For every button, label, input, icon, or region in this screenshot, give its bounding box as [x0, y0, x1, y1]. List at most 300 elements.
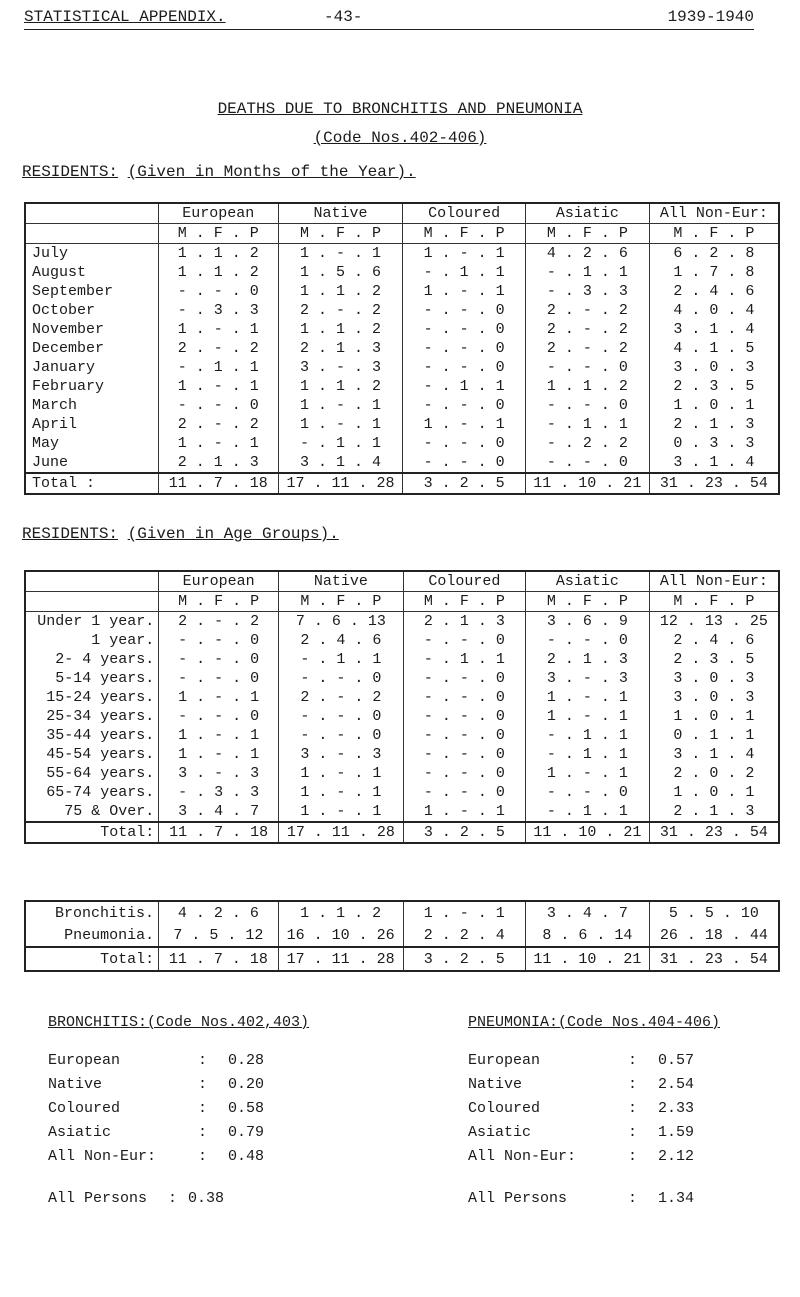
- rate-row: [48, 1100, 388, 1124]
- pneumonia-heading: PNEUMONIA:(Code Nos.404-406): [468, 1014, 721, 1031]
- table-cell: 11 . 10 . 21: [525, 473, 649, 494]
- table-cell: 2 . 0 . 2: [649, 764, 779, 783]
- rate-row: [48, 1076, 388, 1100]
- table-cell: - . - . 0: [403, 764, 525, 783]
- row-label: Total:: [25, 822, 159, 843]
- table-cell: 0 . 1 . 1: [649, 726, 779, 745]
- section-ages-heading: [22, 525, 339, 543]
- table-cell: 2 . 1 . 3: [526, 650, 650, 669]
- residents-label: RESIDENTS:: [22, 163, 119, 181]
- table-cell: - . 1 . 1: [278, 650, 403, 669]
- table-cell: 1 . 0 . 1: [649, 707, 779, 726]
- table-row: [25, 453, 779, 473]
- table-cell: - . 1 . 1: [526, 745, 650, 764]
- group-header: Asiatic: [525, 203, 649, 224]
- rate-colon: :: [198, 1100, 208, 1117]
- spacer: [468, 1038, 798, 1052]
- rate-colon: :: [198, 1076, 208, 1093]
- subheader: M . F . P: [159, 592, 279, 612]
- rate-colon: :: [628, 1148, 638, 1165]
- rate-colon: :: [628, 1190, 638, 1207]
- table-cell: 11 . 7 . 18: [159, 947, 279, 971]
- table-row: [25, 377, 779, 396]
- table-cell: 2 . - . 2: [278, 301, 403, 320]
- rate-name: European: [48, 1052, 121, 1069]
- table-cell: - . - . 0: [159, 650, 279, 669]
- group-header: Coloured: [403, 203, 525, 224]
- table-cell: 4 . 2 . 6: [159, 901, 279, 924]
- rate-colon: :: [628, 1052, 638, 1069]
- table-cell: - . - . 0: [403, 320, 525, 339]
- row-label: Pneumonia.: [64, 926, 155, 944]
- rate-value: 0.48: [228, 1148, 265, 1165]
- row-label: 35-44 years.: [46, 727, 155, 744]
- table-cell: 17 . 11 . 28: [278, 947, 403, 971]
- page-number: -43-: [324, 8, 363, 26]
- table-cell: - . - . 0: [403, 745, 525, 764]
- table-row: [25, 358, 779, 377]
- total-row: [25, 947, 779, 971]
- table-cell: - . 1 . 1: [403, 263, 525, 282]
- table-cell: 3 . - . 3: [526, 669, 650, 688]
- table-cell: - . 1 . 1: [525, 415, 649, 434]
- table-row: [25, 631, 779, 650]
- rate-value: 1.59: [658, 1124, 695, 1141]
- rate-row: [468, 1148, 798, 1172]
- rate-colon: :: [198, 1148, 208, 1165]
- subheader: M . F . P: [403, 224, 525, 244]
- appendix-title: STATISTICAL APPENDIX.: [24, 8, 226, 26]
- rate-row-all: [468, 1190, 798, 1214]
- table-cell: 3 . 1 . 4: [649, 320, 779, 339]
- rate-name: Coloured: [468, 1100, 541, 1117]
- rate-colon: :: [628, 1100, 638, 1117]
- subheader: M . F . P: [525, 224, 649, 244]
- table-cell: - . - . 0: [403, 434, 525, 453]
- table-row: [25, 396, 779, 415]
- table-cell: - . - . 0: [525, 453, 649, 473]
- rate-name: All Persons: [468, 1190, 568, 1207]
- rate-row: [48, 1052, 388, 1076]
- table-cell: - . - . 0: [278, 707, 403, 726]
- table-cell: 2 . 1 . 3: [278, 339, 403, 358]
- table-cell: 3 . 2 . 5: [403, 822, 525, 843]
- table-cell: 3 . 6 . 9: [526, 612, 650, 632]
- header-rule: [24, 29, 754, 30]
- table-cell: 2 . 3 . 5: [649, 650, 779, 669]
- rate-row: [468, 1052, 798, 1076]
- table-row: [25, 301, 779, 320]
- table-cell: - . - . 0: [278, 726, 403, 745]
- table-cell: - . - . 0: [159, 631, 279, 650]
- group-header: All Non-Eur:: [649, 203, 779, 224]
- total-row: [25, 473, 779, 494]
- table-row: [25, 263, 779, 282]
- subheader-row: [25, 592, 779, 612]
- table-cell: 11 . 10 . 21: [526, 822, 650, 843]
- rate-name: Native: [468, 1076, 523, 1093]
- table-cell: 3 . 1 . 4: [278, 453, 403, 473]
- pneumonia-rates: [468, 1014, 798, 1214]
- table-cell: 3 . 1 . 4: [649, 745, 779, 764]
- rate-name: All Non-Eur:: [48, 1148, 157, 1165]
- table-cell: 0 . 3 . 3: [649, 434, 779, 453]
- rate-name: All Non-Eur:: [468, 1148, 577, 1165]
- table-cell: 1 . - . 1: [403, 244, 525, 264]
- rate-row: [468, 1124, 798, 1148]
- table-cell: 12 . 13 . 25: [649, 612, 779, 632]
- table-cell: 7 . 5 . 12: [159, 924, 279, 947]
- row-label: Bronchitis.: [55, 904, 155, 922]
- spacer: [48, 1172, 388, 1190]
- group-header: Native: [278, 203, 403, 224]
- table-row: [25, 650, 779, 669]
- rate-colon: :: [628, 1124, 638, 1141]
- row-label: Total :: [25, 473, 158, 494]
- table-cell: 3 . 2 . 5: [403, 947, 525, 971]
- subheader: M . F . P: [649, 592, 779, 612]
- table-cell: 2 . 4 . 6: [278, 631, 403, 650]
- table-cell: 4 . 0 . 4: [649, 301, 779, 320]
- table-cell: - . - . 0: [526, 631, 650, 650]
- table-row: [25, 320, 779, 339]
- table-cell: 1 . 7 . 8: [649, 263, 779, 282]
- table-cell: - . 1 . 1: [278, 434, 403, 453]
- table-cell: 1 . 1 . 2: [278, 320, 403, 339]
- table-cell: - . 3 . 3: [159, 783, 279, 802]
- rate-row: [48, 1124, 388, 1148]
- table-cell: 2 . 4 . 6: [649, 282, 779, 301]
- table-cell: 6 . 2 . 8: [649, 244, 779, 264]
- table-cell: 2 . - . 2: [158, 339, 278, 358]
- table-cell: 3 . 0 . 3: [649, 688, 779, 707]
- table-cell: 3 . - . 3: [278, 358, 403, 377]
- corner-cell: [25, 571, 159, 592]
- rate-value: 0.20: [228, 1076, 265, 1093]
- age-groups-table: [24, 570, 780, 844]
- row-label: November: [32, 321, 105, 338]
- rate-row: [48, 1148, 388, 1172]
- disease-body: [25, 901, 779, 971]
- subheader: M . F . P: [526, 592, 650, 612]
- group-header: Asiatic: [526, 571, 650, 592]
- table-row: [25, 669, 779, 688]
- corner-cell: [25, 592, 159, 612]
- row-label: 25-34 years.: [46, 708, 155, 725]
- table-cell: 2 . - . 2: [525, 339, 649, 358]
- table-cell: - . - . 0: [278, 669, 403, 688]
- table-cell: 2 . 1 . 3: [649, 415, 779, 434]
- row-label: 65-74 years.: [46, 784, 155, 801]
- table-cell: - . 1 . 1: [525, 263, 649, 282]
- table-cell: 1 . - . 1: [159, 745, 279, 764]
- rate-name: Asiatic: [48, 1124, 112, 1141]
- rate-row: [468, 1076, 798, 1100]
- table-cell: - . 1 . 1: [158, 358, 278, 377]
- table-cell: 1 . - . 1: [278, 244, 403, 264]
- rate-value: 0.79: [228, 1124, 265, 1141]
- row-label: Under 1 year.: [37, 613, 155, 630]
- table-cell: - . 3 . 3: [158, 301, 278, 320]
- row-label: June: [32, 454, 69, 471]
- table-cell: 1 . - . 1: [403, 415, 525, 434]
- table-row: [25, 244, 779, 264]
- rate-colon: :: [628, 1076, 638, 1093]
- row-label: May: [32, 435, 60, 452]
- bronchitis-rate-list: [48, 1052, 388, 1172]
- rate-name: Coloured: [48, 1100, 121, 1117]
- table-cell: 2 . - . 2: [158, 415, 278, 434]
- section-months-heading: [22, 163, 416, 181]
- subheader: M . F . P: [278, 224, 403, 244]
- table-cell: - . 1 . 1: [526, 726, 650, 745]
- group-header-row: [25, 203, 779, 224]
- table-cell: 31 . 23 . 54: [649, 947, 779, 971]
- table-cell: 1 . 0 . 1: [649, 396, 779, 415]
- table-cell: 2 . 3 . 5: [649, 377, 779, 396]
- table-cell: 1 . - . 1: [278, 396, 403, 415]
- table-cell: 1 . 1 . 2: [158, 244, 278, 264]
- table-cell: 1 . 5 . 6: [278, 263, 403, 282]
- pneumonia-rate-list: [468, 1052, 798, 1172]
- table-cell: - . - . 0: [158, 282, 278, 301]
- table-cell: 1 . - . 1: [403, 802, 525, 822]
- table-cell: 1 . - . 1: [526, 707, 650, 726]
- rate-value: 1.34: [658, 1190, 695, 1207]
- rate-colon: :: [198, 1124, 208, 1141]
- corner-cell: [25, 224, 158, 244]
- table-row: [25, 339, 779, 358]
- rate-value: 0.28: [228, 1052, 265, 1069]
- table-cell: - . - . 0: [403, 783, 525, 802]
- row-label: July: [32, 245, 69, 262]
- table-cell: 17 . 11 . 28: [278, 822, 403, 843]
- row-label: 45-54 years.: [46, 746, 155, 763]
- rate-row-all: [48, 1190, 388, 1214]
- rate-value: 2.33: [658, 1100, 695, 1117]
- table-cell: - . 3 . 3: [525, 282, 649, 301]
- table-cell: 3 . 1 . 4: [649, 453, 779, 473]
- table-cell: 31 . 23 . 54: [649, 473, 779, 494]
- table-cell: 11 . 10 . 21: [525, 947, 649, 971]
- table-cell: - . 1 . 1: [403, 650, 525, 669]
- table-cell: 1 . 1 . 2: [278, 377, 403, 396]
- row-label: 75 & Over.: [64, 803, 155, 820]
- table-cell: 1 . - . 1: [278, 802, 403, 822]
- page-title: DEATHS DUE TO BRONCHITIS AND PNEUMONIA: [217, 100, 583, 118]
- subheader-row: [25, 224, 779, 244]
- row-label: 15-24 years.: [46, 689, 155, 706]
- table-cell: 3 . - . 3: [278, 745, 403, 764]
- group-header-row: [25, 571, 779, 592]
- table-cell: - . 1 . 1: [403, 377, 525, 396]
- table-cell: - . - . 0: [158, 396, 278, 415]
- table-row: [25, 802, 779, 822]
- table-cell: 2 . 1 . 3: [403, 612, 525, 632]
- row-label: October: [32, 302, 96, 319]
- group-header: Coloured: [403, 571, 525, 592]
- group-header: European: [159, 571, 279, 592]
- row-label: January: [32, 359, 96, 376]
- table-cell: 3 . 0 . 3: [649, 669, 779, 688]
- rate-name: Asiatic: [468, 1124, 532, 1141]
- table-row: [25, 612, 779, 632]
- rate-row: [468, 1100, 798, 1124]
- rate-name: European: [468, 1052, 541, 1069]
- subheader: M . F . P: [278, 592, 403, 612]
- rate-value: 0.57: [658, 1052, 695, 1069]
- table-row: [25, 745, 779, 764]
- table-cell: 16 . 10 . 26: [278, 924, 403, 947]
- table-row: [25, 282, 779, 301]
- table-cell: 1 . 1 . 2: [525, 377, 649, 396]
- table-cell: 1 . - . 1: [159, 726, 279, 745]
- rate-name: Native: [48, 1076, 103, 1093]
- table-cell: - . - . 0: [403, 707, 525, 726]
- months-body: [25, 244, 779, 495]
- row-label: August: [32, 264, 87, 281]
- residents-label: RESIDENTS:: [22, 525, 119, 543]
- table-cell: 7 . 6 . 13: [278, 612, 403, 632]
- table-cell: 31 . 23 . 54: [649, 822, 779, 843]
- group-header: All Non-Eur:: [649, 571, 779, 592]
- subheader: M . F . P: [403, 592, 525, 612]
- table-cell: - . - . 0: [526, 783, 650, 802]
- row-label: March: [32, 397, 78, 414]
- table-cell: 2 . - . 2: [525, 301, 649, 320]
- subheader: M . F . P: [158, 224, 278, 244]
- table-cell: - . - . 0: [159, 669, 279, 688]
- table-cell: 3 . - . 3: [159, 764, 279, 783]
- row-label: 1 year.: [91, 632, 155, 649]
- spacer: [468, 1172, 798, 1190]
- table-row: [25, 924, 779, 947]
- year-range: 1939-1940: [667, 8, 754, 26]
- total-row: [25, 822, 779, 843]
- group-header: Native: [278, 571, 403, 592]
- table-cell: 1 . 1 . 2: [158, 263, 278, 282]
- spacer: [48, 1038, 388, 1052]
- table-row: [25, 783, 779, 802]
- table-row: [25, 434, 779, 453]
- table-cell: 1 . - . 1: [526, 764, 650, 783]
- table-cell: 1 . - . 1: [403, 901, 525, 924]
- table-cell: 1 . 1 . 2: [278, 282, 403, 301]
- row-label: April: [32, 416, 78, 433]
- rate-name: All Persons: [48, 1190, 148, 1207]
- table-cell: - . - . 0: [159, 707, 279, 726]
- table-cell: 17 . 11 . 28: [278, 473, 403, 494]
- months-table: [24, 202, 780, 495]
- table-cell: 4 . 1 . 5: [649, 339, 779, 358]
- table-cell: 2 . - . 2: [278, 688, 403, 707]
- table-cell: 1 . - . 1: [278, 783, 403, 802]
- table-cell: 3 . 4 . 7: [159, 802, 279, 822]
- table-cell: 11 . 7 . 18: [159, 822, 279, 843]
- code-range: (Code Nos.402-406): [313, 129, 487, 147]
- row-label: 5-14 years.: [55, 670, 155, 687]
- table-cell: 1 . - . 1: [158, 434, 278, 453]
- table-cell: 2 . - . 2: [159, 612, 279, 632]
- table-cell: 1 . - . 1: [278, 415, 403, 434]
- table-cell: - . - . 0: [403, 669, 525, 688]
- table-cell: 3 . 0 . 3: [649, 358, 779, 377]
- subheader: M . F . P: [649, 224, 779, 244]
- table-cell: - . 2 . 2: [525, 434, 649, 453]
- bronchitis-heading: BRONCHITIS:(Code Nos.402,403): [48, 1014, 310, 1031]
- rate-value: 0.38: [188, 1190, 225, 1207]
- group-header: European: [158, 203, 278, 224]
- section-detail: (Given in Age Groups).: [127, 525, 339, 543]
- table-cell: - . - . 0: [403, 688, 525, 707]
- table-cell: - . - . 0: [403, 358, 525, 377]
- table-row: [25, 726, 779, 745]
- row-label: December: [32, 340, 105, 357]
- table-cell: - . - . 0: [525, 358, 649, 377]
- table-cell: 1 . - . 1: [278, 764, 403, 783]
- table-cell: - . - . 0: [403, 453, 525, 473]
- row-label: 55-64 years.: [46, 765, 155, 782]
- table-cell: 1 . - . 1: [526, 688, 650, 707]
- table-cell: 2 . 1 . 3: [158, 453, 278, 473]
- table-cell: 2 . 2 . 4: [403, 924, 525, 947]
- table-row: [25, 688, 779, 707]
- age-groups-body: [25, 612, 779, 844]
- row-label: February: [32, 378, 105, 395]
- table-cell: 1 . - . 1: [159, 688, 279, 707]
- table-cell: - . 1 . 1: [526, 802, 650, 822]
- rate-colon: :: [168, 1190, 178, 1207]
- table-cell: - . - . 0: [403, 339, 525, 358]
- table-cell: - . - . 0: [403, 301, 525, 320]
- table-cell: - . - . 0: [403, 396, 525, 415]
- table-cell: 26 . 18 . 44: [649, 924, 779, 947]
- rate-value: 2.54: [658, 1076, 695, 1093]
- table-cell: 11 . 7 . 18: [158, 473, 278, 494]
- table-cell: 2 . 4 . 6: [649, 631, 779, 650]
- section-detail: (Given in Months of the Year).: [127, 163, 416, 181]
- table-cell: 3 . 4 . 7: [525, 901, 649, 924]
- table-row: [25, 415, 779, 434]
- table-cell: 2 . 1 . 3: [649, 802, 779, 822]
- table-cell: 1 . 0 . 1: [649, 783, 779, 802]
- table-cell: - . - . 0: [525, 396, 649, 415]
- rate-value: 2.12: [658, 1148, 695, 1165]
- table-row: [25, 901, 779, 924]
- row-label: 2- 4 years.: [55, 651, 155, 668]
- bronchitis-rates: [48, 1014, 388, 1214]
- row-label: September: [32, 283, 114, 300]
- table-cell: - . - . 0: [403, 726, 525, 745]
- rate-value: 0.58: [228, 1100, 265, 1117]
- rate-colon: :: [198, 1052, 208, 1069]
- table-cell: 8 . 6 . 14: [525, 924, 649, 947]
- table-row: [25, 764, 779, 783]
- table-cell: 1 . - . 1: [403, 282, 525, 301]
- table-cell: 4 . 2 . 6: [525, 244, 649, 264]
- disease-table: [24, 900, 780, 972]
- corner-cell: [25, 203, 158, 224]
- table-cell: 2 . - . 2: [525, 320, 649, 339]
- table-cell: 5 . 5 . 10: [649, 901, 779, 924]
- table-cell: 3 . 2 . 5: [403, 473, 525, 494]
- table-row: [25, 707, 779, 726]
- table-cell: - . - . 0: [403, 631, 525, 650]
- table-cell: 1 . - . 1: [158, 377, 278, 396]
- table-cell: 1 . 1 . 2: [278, 901, 403, 924]
- table-cell: 1 . - . 1: [158, 320, 278, 339]
- row-label: Total:: [25, 947, 159, 971]
